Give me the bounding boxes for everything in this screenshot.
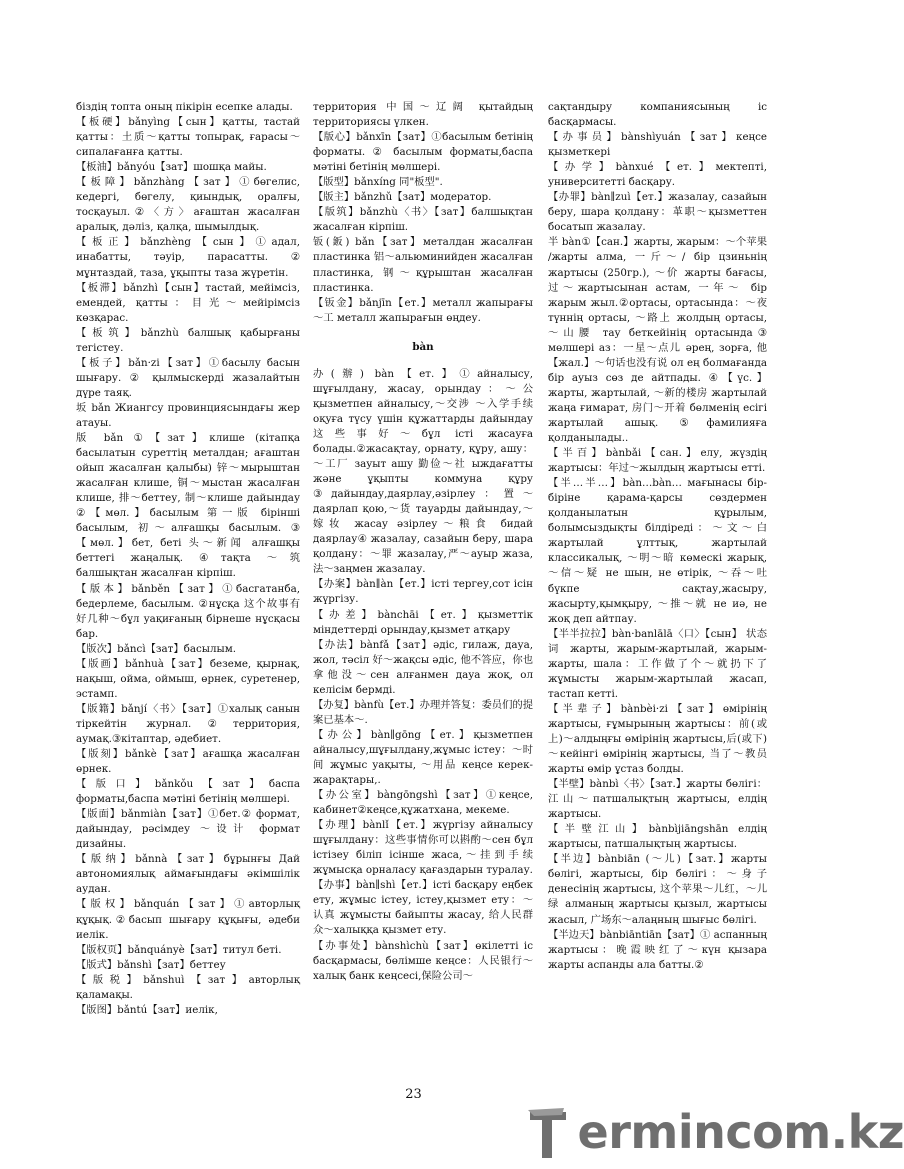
dictionary-entry: 【版籍】bǎnjí〈书〉【зат】①халық санын тіркейтін журнал.②территория, аумақ.③кітаптар, әдебиет. — [76, 702, 300, 745]
dictionary-entry: 【半百】bànbǎi【сан.】елу, жүздің жартысы：年过～жылдың жартысы етті. — [548, 447, 767, 475]
dictionary-entry: 【版心】bǎnxīn【зат】①басылым бетінің форматы. ② басылым форматы,баспа мәтіні бетінің мөлшері. — [313, 131, 533, 174]
dictionary-entry: 【办公室】bàngōngshì【зат】①кеңсе, кабинет②кеңсе,құжатхана, мекеме. — [313, 789, 533, 817]
dictionary-entry: 【板障】bǎnzhàng【зат】①бөгелис, кедергі, бөгелу, қиындық, оралғы, тосқауыл.②〈方〉ағаштан жасалған аралық, дәліз, қалқа, шымылдық. — [76, 176, 300, 234]
logo-text: ermincom.kz — [562, 1105, 904, 1159]
dictionary-entry: 【版本】bǎnběn【зат】①басгатанба, бедерлеме, басылым. ②нұсқа 这个故事有好几种～бұл уақиғаның бірнеше нұсқасы бар. — [76, 582, 300, 640]
dictionary-entry: 【办事员】bànshìyuán【зат】кеңсе қызметкері — [548, 131, 767, 159]
dictionary-entry: 【办案】bàn∥àn【ет.】істі тергеу,сот ісін жүргізу. — [313, 578, 533, 606]
dictionary-entry: территория 中国～辽阔 қытайдың территориясы үлкен. — [313, 101, 533, 129]
text-column-left — [76, 100, 300, 1018]
dictionary-entry: 【办理】bànlǐ【ет.】жүргізу айналысу шұғылдану：这些事情你可以斟酌～сен бұл істізеу біліп ісінше жаса,～挂到手续 жұмысқа орналасу қағаздарын туралау. — [313, 819, 533, 877]
section-heading: bàn — [412, 340, 434, 353]
dictionary-entry: 【办罪】bàn∥zuì【ет.】жазалау, сазайын беру, шара қолдану：革职～қызметтен босатып жазалау. — [548, 191, 767, 234]
page-number: 23 — [405, 1087, 422, 1102]
text-column-middle — [313, 100, 533, 984]
dictionary-entry: 【办公】bàn∥gōng【ет.】қызметпен айналысу,шұғылдану,жұмыс істеу：～时间 жұмыс уақыты, ～用品 кеңсе керек-жарақтары,. — [313, 728, 533, 787]
dictionary-entry: 半 bàn①【сан.】жарты, жарым：～个苹果 /жарты алма, 一斤～/ бір цзиньнің жартысы (250гр.), ～价 жарты бағасы, 过～жартысынан астам, 一年～ бір жарым жыл.②ортасы, ортасында：～夜 түннің ортасы, ～路上 жолдың ортасы, ～山腰 тау беткейінің ортасында③ мөлшері аз：一星～点儿 әрең, зорға, 他【жал.】～句话也没有说 ол ең болмағанда бір ауыз сөз де айтпады. ④【үс.】жарты, жартылай, ～新的楼房 жартылай жаңа ғимарат, 房门～开着 бөлменің есігі жартылай ашық. ⑤фамилияға қолданылады.. — [548, 236, 767, 445]
dictionary-entry: 【办法】bànfǎ【зат】әдіс, гилаж, дауа, жол, тәсіл 好～жақсы әдіс, 他不答应，你也拿他没～сен алғанмен дауа жоқ, ол келісім бермді. — [313, 638, 533, 696]
dictionary-entry: 【办事处】bànshìchù【зат】өкілетті іс басқармасы, бөлімше кеңсе：人民银行～халық банк кеңсесі,保险公司～ — [313, 939, 533, 982]
dictionary-entry: 【钣金】bǎnjīn【ет.】металл жапырағы ～工 металл жапырағын өңдеу. — [313, 296, 533, 324]
dictionary-entry: 【半边天】bànbiāntiān【зат】① аспанның жартысы：晚霞映红了～күн қызара жарты аспанды ала батты.② — [548, 928, 767, 971]
dictionary-entry: 【板滞】bǎnzhì【сын】тастай, мейімсіз, емендей, қатты：目光～мейірімсіз көзқарас. — [76, 281, 300, 324]
dictionary-entry: 【半壁江山】bànbìjiāngshān елдің жартысы, патшалықтың жартысы. — [548, 823, 767, 851]
dictionary-entry: 【板油】bǎnyóu【зат】шошқа майы. — [76, 161, 267, 174]
dictionary-entry: 【版次】bǎncì【зат】басылым. — [76, 642, 236, 655]
dictionary-entry: 【版主】bǎnzhǔ【зат】модератор. — [313, 191, 492, 204]
dictionary-entry: 【半壁】bànbì〈书〉【зат.】жарты бөлігі：江山～патшалықтың жартысы, елдің жартысы. — [548, 778, 767, 821]
dictionary-entry: 【版口】bǎnkǒu【зат】баспа форматы,баспа мәтіні бетінің мөлшері. — [76, 778, 300, 806]
dictionary-entry: 【半边】bànbiān (～儿)【зат.】жарты бөлігі, жартысы, бір бөлігі：～身子 денесінің жартысы, 这个苹果～儿红，～儿绿 алманың жартысы қызыл, жартысы жасыл, 广场东～алаңның шығыс бөлігі. — [548, 853, 767, 926]
dictionary-entry: 【板子】bǎn·zi【зат】①басылу басын шығару. ② қылмыскерді жазалайтын дүре таяқ. — [76, 356, 300, 399]
dictionary-entry: 钣(鈑) bǎn【зат】металдан жасалған пластинка 铝～альюминийден жасалған пластинка, 钢～құрыштан жасалған пластинка. — [313, 236, 533, 294]
termincom-logo — [528, 1104, 904, 1164]
dictionary-entry: 【版权】bǎnquán【зат】①авторлық құқық.②басып шығару құқығы, әдеби иелік. — [76, 898, 300, 941]
dictionary-entry: 【版刻】bǎnkè【зат】ағашқа жасалған өрнек. — [76, 748, 300, 776]
dictionary-entry: 【版式】bǎnshì【зат】беттеу — [76, 958, 226, 971]
dictionary-entry: 版 bǎn ①【зат】клише (кітапқа басылатын суреттің металдан; ағаштан ойып жасалған қалыбы) 锌～мырыштан жасалған клише, 铜～мыстан жасалған клише, 排～беттеу, 制～клише дайындау ②【мөл.】басылым 第一版 бірінші басылым, 初～алғашқы басылым. ③【мөл.】бет, беті 头～新闻 алғашқы беттегі жаңалық. ④тақта ～筑 балшықтан жасалған кірпіш. — [76, 432, 300, 580]
dictionary-entry: 【半辈子】bànbèi·zi【зат】өмірінің жартысы, ғұмырының жартысы：前(或上)～алдыңғы өмірінің жартысы,后(或下)～кейінгі өмірінің жартысы, 当了～教员 жарты өмір ұстаз болды. — [548, 702, 767, 776]
dictionary-entry: 【版面】bǎnmiàn【зат】①бет.② формат, дайындау, рәсімдеу ～设计 формат дизайны. — [76, 808, 300, 851]
dictionary-entry: 【办复】bànfù【ет.】办理并答复：委员们的提案已基本～. — [313, 698, 533, 726]
dictionary-entry: 坂 bǎn Жиангсу провинциясындағы жер атауы. — [76, 401, 300, 429]
dictionary-entry: біздің топта оның пікірін есепке алады. — [76, 101, 293, 113]
dictionary-entry: 【版图】bǎntú【зат】иелік, — [76, 1003, 218, 1016]
dictionary-entry: сақтандыру компаниясының іс басқармасы. — [548, 101, 767, 129]
dictionary-entry: 【版画】bǎnhuà【зат】беземе, қырнақ, нақыш, ойма, оймыш, өрнек, суретенер, эстамп. — [76, 657, 300, 700]
dictionary-entry: 【版税】bǎnshuì【зат】авторлық қаламақы. — [76, 973, 300, 1001]
dictionary-entry: 【版筑】bǎnzhù〈书〉【зат】балшықтан жасалған кірпіш. — [313, 206, 533, 234]
dictionary-entry: 【板筑】bǎnzhù балшық қабырғаны тегістеу. — [76, 326, 300, 354]
dictionary-entry: 【办事】bàn∥shì【ет.】істі басқару еңбек ету, жұмыс істеу, істеу,қызмет ету：～认真 жұмысты байыпты жасау, 给人民群众～халыққа қызмет ету. — [313, 879, 533, 937]
dictionary-entry: 【板硬】bǎnyìng【сын】қатты, тастай қатты：土质～қатты топырақ, ғарасы～сипалағанға қатты. — [76, 116, 300, 159]
text-column-right — [548, 100, 767, 973]
dictionary-entry: 【版型】bǎnxíng 同"板型". — [313, 176, 443, 189]
dictionary-entry: 【半…半…】bàn…bàn… мағынасы бір-біріне қарама-қарсы сөздермен қолданылатын құрылым, болымсыздықты білдіреді：～文～白 жартылай ұлттық, жартылай классикалық, ～明～暗 көмескі жарық, ～信～疑 не шын, не өтірік, ～吞～吐 бүкпе сақтау,жасыру, жасырту,қымқыру, ～推～就 не иә, не жоқ деп айтпау. — [548, 477, 767, 625]
dictionary-entry: 【板正】bǎnzhèng【сын】①адал, инабатты, тәуір, парасатты. ② мұнтаздай, таза, ұқыпты таза жүретін. — [76, 236, 300, 279]
dictionary-entry: 【办差】bànchāi【ет.】қызметтік міндеттерді орындау,қызмет атқару — [313, 608, 533, 636]
dictionary-entry: 办(辦) bàn【ет.】①айналысу, шұғылдану, жасау, орындау：～公 қызметпен айналысу,～交涉 ～入学手续 оқуға түсу үшін құжаттарды дайындау 这些事好～бұл істі жасауға болады.②жасақтау, орнату, құру, ашу：～工厂 зауыт ашу 勤俭～社 ыждағатты және ұқыпты коммуна құру ③дайындау,даярлау,әзірлеу：置～даярлап қою,～货 тауарды дайындау,～嫁妆 жасау әзірлеу～粮食 бидай даярлау④ жазалау, сазайын беру, шара қолдану：～罪 жазалау,严～ауыр жаза, 法～заңмен жазалау. — [313, 367, 533, 576]
dictionary-entry: 【办学】bànxué【ет.】мектепті, университетті басқару. — [548, 161, 767, 189]
dictionary-entry: 【版纳】bǎnnà【зат】бұрынғы Дай автономиялық аймағындағы әкімшілік аудан. — [76, 853, 300, 896]
dictionary-entry: 【版权页】bǎnquányè【зат】титул беті. — [76, 943, 282, 956]
dictionary-entry: 【半半拉拉】bàn·banlālā〈口〉【сын】 状态词 жарты, жарым-жартылай, жарым-жарты, шала：工作做了个～就扔下了 жұмысты жарым-жартылай жасап, тастап кетті. — [548, 627, 767, 700]
